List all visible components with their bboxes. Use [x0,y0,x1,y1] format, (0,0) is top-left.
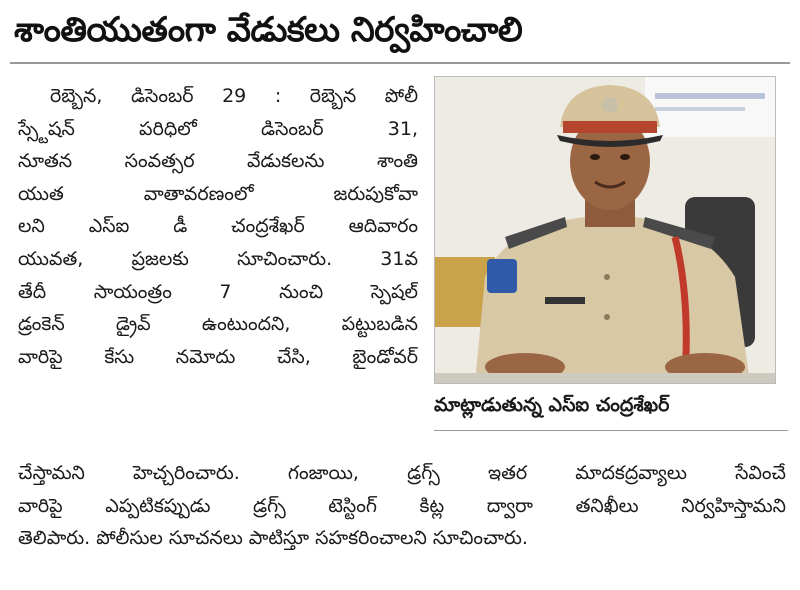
body-line: యువత, ప్రజలకు సూచించారు. 31వ [18,247,418,270]
body-line: లని ఎస్ఐ డీ చంద్రశేఖర్ ఆదివారం [18,215,418,238]
body-line: తెలిపారు. పోలీసుల సూచనలు పాటిస్తూ సహకరించాలని సూచించారు. [18,527,528,550]
body-line: చేస్తామని హెచ్చరించారు. గంజాయి, డ్రగ్స్ ఇతర మాదకద్రవ్యాలు సేవించే [18,462,786,484]
headline: శాంతియుతంగా వేడుకలు నిర్వహించాలి [14,10,523,50]
body-line: నూతన సంవత్సర వేడుకలను శాంతి [18,150,418,173]
caption-divider [434,430,788,431]
photo-caption: మాట్లాడుతున్న ఎస్ఐ చంద్రశేఖర్ [434,394,670,416]
body-line: వారిపై ఎప్పటికప్పుడు డ్రగ్స్ టెస్టింగ్ కిట్ల ద్వారా తనిఖీలు నిర్వహిస్తామని [18,494,786,517]
body-line: డ్రంకెన్ డ్రైవ్ ఉంటుందని, పట్టుబడిన [18,313,418,336]
article-body-column [18,80,418,373]
headline-divider [10,62,790,64]
body-line: స్స్టేషన్ పరిధిలో డిసెంబర్ 31, [18,117,418,140]
body-line: యుత వాతావరణంలో జరుపుకోవా [18,182,418,205]
officer-photo [434,76,776,384]
body-line: రెబ్బెన, డిసెంబర్ 29 : రెబ్బెన పోలీ [50,85,418,107]
body-line: వారిపై కేసు నమోదు చేసి, బైండోవర్ [18,345,418,368]
body-line: తేదీ సాయంత్రం 7 నుంచి స్పెషల్ [18,280,418,303]
officer-portrait-illustration [435,77,775,383]
article-body-full [18,457,786,555]
